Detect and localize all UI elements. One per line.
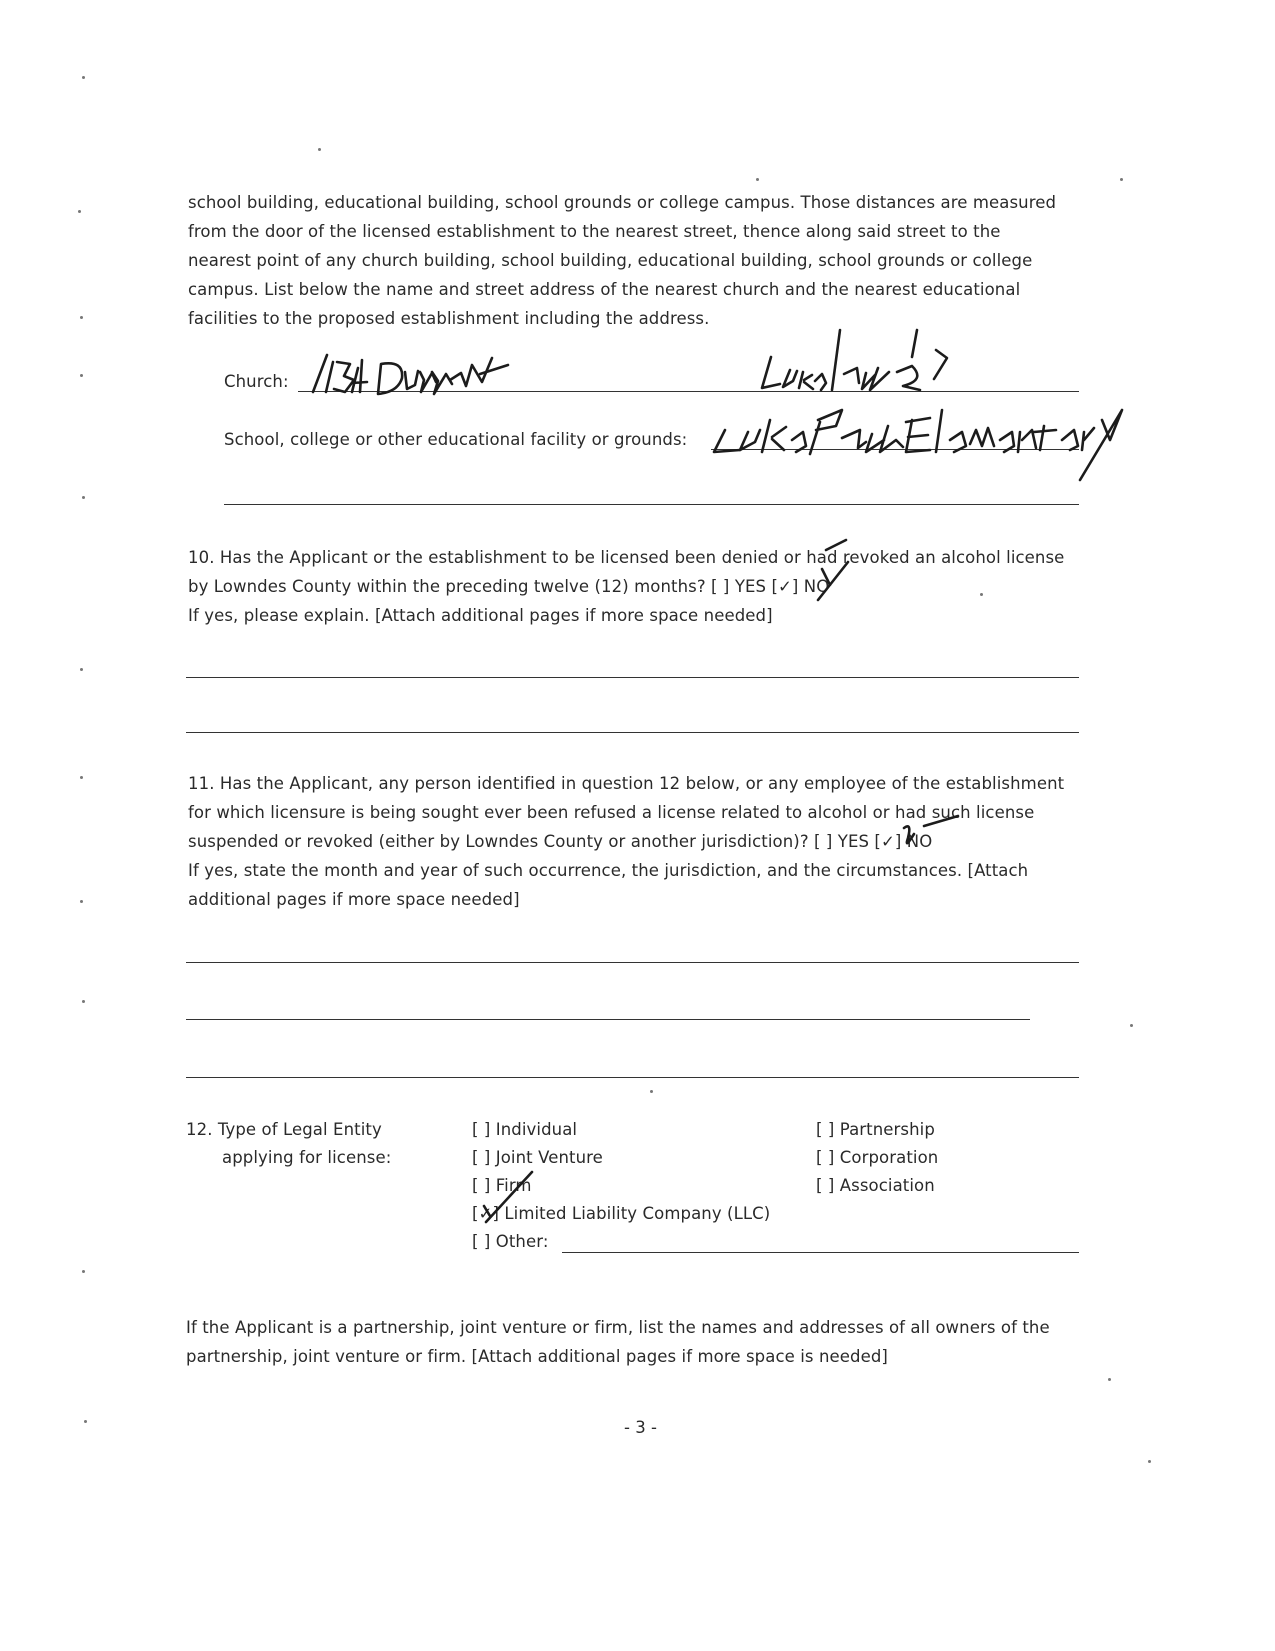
q10-line-2: by Lowndes County within the preceding twelve (12) months? [ ] YES [✓] NO [188, 577, 830, 596]
q10-line-1: 10. Has the Applicant or the establishment to be licensed been denied or had revoked an alcohol license [188, 548, 1065, 567]
intro-line-4: campus. List below the name and street address of the nearest church and the nearest educational [188, 280, 1021, 299]
scan-speck [318, 148, 321, 151]
q11-answer-line-2[interactable] [186, 1019, 1030, 1020]
q11-line-4: If yes, state the month and year of such occurrence, the jurisdiction, and the circumstances. [Attach [188, 861, 1029, 880]
school-extra-line[interactable] [224, 504, 1079, 505]
school-field-line[interactable] [711, 449, 1079, 450]
scan-speck [1148, 1460, 1151, 1463]
scan-speck [1108, 1378, 1111, 1381]
scan-speck [82, 76, 85, 79]
intro-line-2: from the door of the licensed establishment to the nearest street, thence along said street to the [188, 222, 1001, 241]
other-field-line[interactable] [562, 1252, 1079, 1253]
scan-speck [80, 374, 83, 377]
option-individual[interactable]: [ ] Individual [472, 1120, 578, 1139]
option-association[interactable]: [ ] Association [816, 1176, 935, 1195]
handwritten-school [714, 410, 1122, 480]
intro-line-1: school building, educational building, school grounds or college campus. Those distances are measured [188, 193, 1057, 212]
church-label: Church: [224, 372, 289, 391]
q12-label-line-1: 12. Type of Legal Entity [186, 1120, 382, 1139]
option-other[interactable]: [ ] Other: [472, 1232, 549, 1251]
q11-answer-line-1[interactable] [186, 962, 1079, 963]
q11-line-5: additional pages if more space needed] [188, 890, 520, 909]
scan-speck [1120, 178, 1123, 181]
scan-speck [1130, 1024, 1133, 1027]
q11-line-1: 11. Has the Applicant, any person identified in question 12 below, or any employee of the establishment [188, 774, 1065, 793]
option-partnership[interactable]: [ ] Partnership [816, 1120, 935, 1139]
intro-line-5: facilities to the proposed establishment including the address. [188, 309, 710, 328]
option-corporation[interactable]: [ ] Corporation [816, 1148, 939, 1167]
q10-answer-line-2[interactable] [186, 732, 1079, 733]
scan-speck [82, 1000, 85, 1003]
q12-label-line-2: applying for license: [222, 1148, 392, 1167]
footer-note-line-1: If the Applicant is a partnership, joint venture or firm, list the names and addresses of all owners of the [186, 1318, 1050, 1337]
page-number: - 3 - [624, 1418, 657, 1437]
footer-note-line-2: partnership, joint venture or firm. [Attach additional pages if more space is needed] [186, 1347, 888, 1366]
scan-speck [82, 1270, 85, 1273]
q10-line-3: If yes, please explain. [Attach additional pages if more space needed] [188, 606, 773, 625]
church-field-line[interactable] [298, 391, 1079, 392]
scan-speck [80, 900, 83, 903]
scan-speck [78, 210, 81, 213]
scan-speck [84, 1420, 87, 1423]
option-firm[interactable]: [ ] Firm [472, 1176, 532, 1195]
scan-speck [80, 668, 83, 671]
handwritten-church-city [762, 330, 947, 390]
q11-line-2: for which licensure is being sought ever been refused a license related to alcohol or had such license [188, 803, 1035, 822]
intro-line-3: nearest point of any church building, school building, educational building, school grounds or college [188, 251, 1033, 270]
scan-speck [82, 496, 85, 499]
q10-answer-line-1[interactable] [186, 677, 1079, 678]
option-joint-venture[interactable]: [ ] Joint Venture [472, 1148, 603, 1167]
option-llc[interactable]: [✓] Limited Liability Company (LLC) [472, 1204, 771, 1223]
scan-speck [80, 776, 83, 779]
q11-line-3: suspended or revoked (either by Lowndes County or another jurisdiction)? [ ] YES [✓] NO [188, 832, 933, 851]
school-label: School, college or other educational facility or grounds: [224, 430, 688, 449]
scan-speck [756, 178, 759, 181]
scan-speck [980, 593, 983, 596]
scan-speck [80, 316, 83, 319]
scan-speck [650, 1090, 653, 1093]
handwritten-church-address [313, 355, 508, 394]
q11-answer-line-3[interactable] [186, 1077, 1079, 1078]
